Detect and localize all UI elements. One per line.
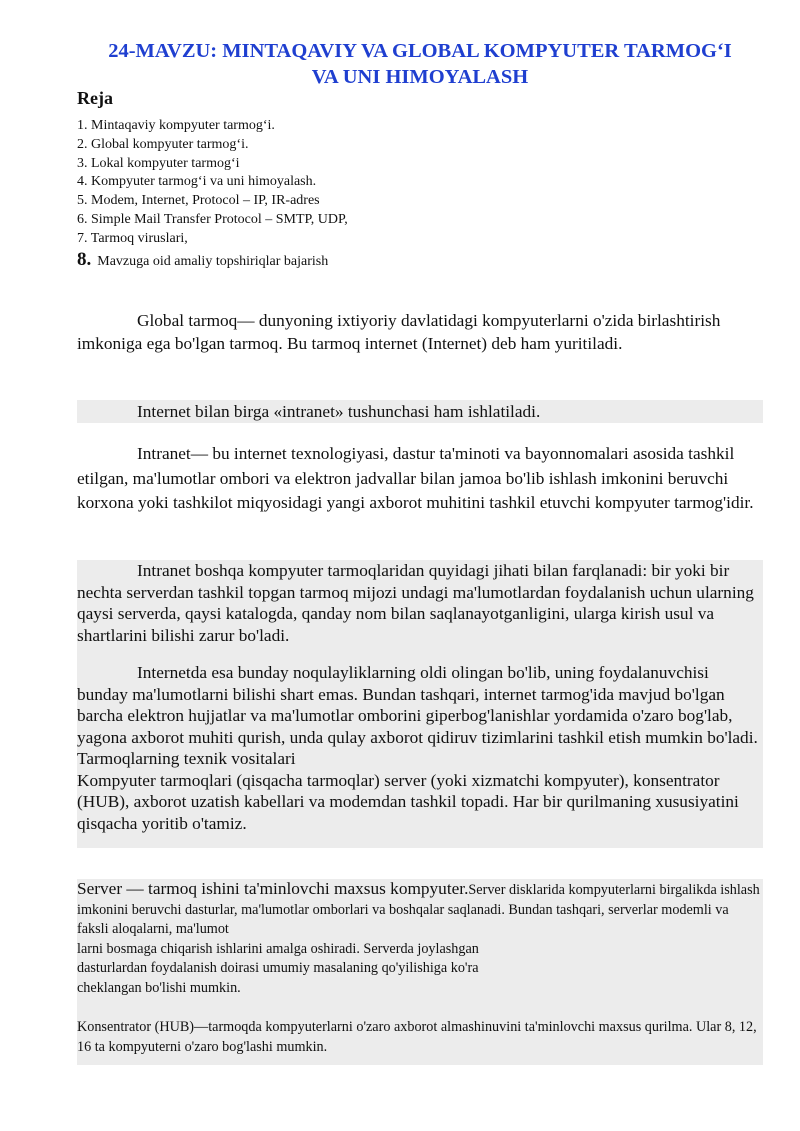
server-lead: Server — tarmoq ishini ta'minlovchi maxsus kompyuter. — [77, 879, 469, 898]
paragraph-internet: Internetda esa bunday noqulayliklarning oldi olingan bo'lib, uning foydalanuvchisi bunday ma'lumotlarni bilishi shart emas. Bundan tashqari, internet tarmog'ida mavjud bo'lgan barcha elektron hujjatlar va ma'lumotlar omborini giperbog'lanishlar yordamida o'zaro bog'lab, yagona axborot muhiti qurish, unda qulay axborot qidiruv tizimlarini tashkil etish mumkin bo'ladi. — [77, 663, 758, 747]
paragraph-intranet-difference: Intranet boshqa kompyuter tarmoqlaridan quyidagi jihati bilan farqlanadi: bir yoki bir nechta serverdan tashkil topgan tarmoq mijozi undagi ma'lumotlardan foydalanish uchun ularning qaysi serverda, qaysi katalogda, qanday nom bilan saqlanayotganligini, ularga kirish usul va shartlarini bilishi zarur bo'ladi. — [77, 560, 763, 662]
paragraph-network-components: Kompyuter tarmoqlari (qisqacha tarmoqlar) server (yoki xizmatchi kompyuter), konsentrator (HUB), axborot uzatish kabellari va modemdan tashkil topadi. Har bir qurilmaning xususiyatini qisqacha yoritib o'tamiz. — [77, 770, 739, 833]
plan-item: 1. Mintaqaviy kompyuter tarmog‘i. — [77, 118, 275, 133]
plan-item: 5. Modem, Internet, Protocol – IP, IR-adres — [77, 193, 320, 209]
plan-item-last — [77, 248, 348, 272]
plan-item: 2. Global kompyuter tarmog‘i. — [77, 136, 249, 152]
section-heading-technical-tools: Tarmoqlarning texnik vositalari — [77, 749, 296, 768]
title-line-2: VA UNI HIMOYALASH — [311, 66, 529, 88]
title-line-1: 24-MAVZU: MINTAQAVIY VA GLOBAL KOMPYUTER TARMOG‘I — [108, 40, 732, 62]
plan-item: 6. Simple Mail Transfer Protocol – SMTP, UDP, — [77, 211, 348, 227]
server-text-line: larni bosmaga chiqarish ishlarini amalga oshiradi. Serverda joylashgan — [77, 940, 479, 957]
plan-item-text: Mavzuga oid amaliy topshiriqlar bajarish — [97, 253, 329, 269]
server-text-line: dasturlardan foydalanish doirasi umumiy masalaning qo'yilishiga ko'ra — [77, 960, 479, 976]
paragraph-global-network: Global tarmoq— dunyoning ixtiyoriy davlatidagi kompyuterlarni o'zida birlashtirish imkoniga ega bo'lgan tarmoq. Bu tarmoq internet (Internet) deb ham yuritiladi. — [77, 311, 721, 354]
plan-item: 4. Kompyuter tarmog‘i va uni himoyalash. — [77, 174, 317, 190]
paragraph-intranet-definition: Intranet— bu internet texnologiyasi, dastur ta'minoti va bayonnomalari asosida tashkil etilgan, ma'lumotlar ombori va elektron jadvallar bilan jamoa bo'lib ishlash imkonini beruvchi korxona yoki tashkilot miqyosidagi yangi axborot muhitini tashkil etuvchi kompyuter tarmog'idir. — [77, 444, 754, 512]
section-server — [77, 879, 763, 1065]
plan-heading: Reja — [77, 88, 113, 108]
paragraph-hub: Konsentrator (HUB)—tarmoqda kompyuterlarni o'zaro axborot almashinuvini ta'minlovchi maxsus qurilma. Ular 8, 12, 16 ta kompyuterni o'zaro bog'lashi mumkin. — [77, 1019, 757, 1055]
server-text: Server disklarida kompyuterlarni birgalikda ishlash imkonini beruvchi dasturlar, ma'lumotlar omborlari va boshqalar saqlanadi. Bundan tashqari, serverlar modemli va faksli aloqalarni, ma'lumot — [77, 882, 760, 937]
plan-item: 3. Lokal kompyuter tarmog‘i — [77, 155, 240, 171]
paragraph-intranet-intro: Internet bilan birga «intranet» tushunchasi ham ishlatiladi. — [77, 400, 763, 423]
document-title — [70, 38, 770, 90]
plan-item: 7. Tarmoq viruslari, — [77, 230, 188, 246]
section-internet — [77, 662, 763, 848]
server-text-line: cheklangan bo'lishi mumkin. — [77, 979, 241, 996]
plan-list — [77, 117, 348, 271]
plan-item-number: 8. — [77, 248, 92, 270]
